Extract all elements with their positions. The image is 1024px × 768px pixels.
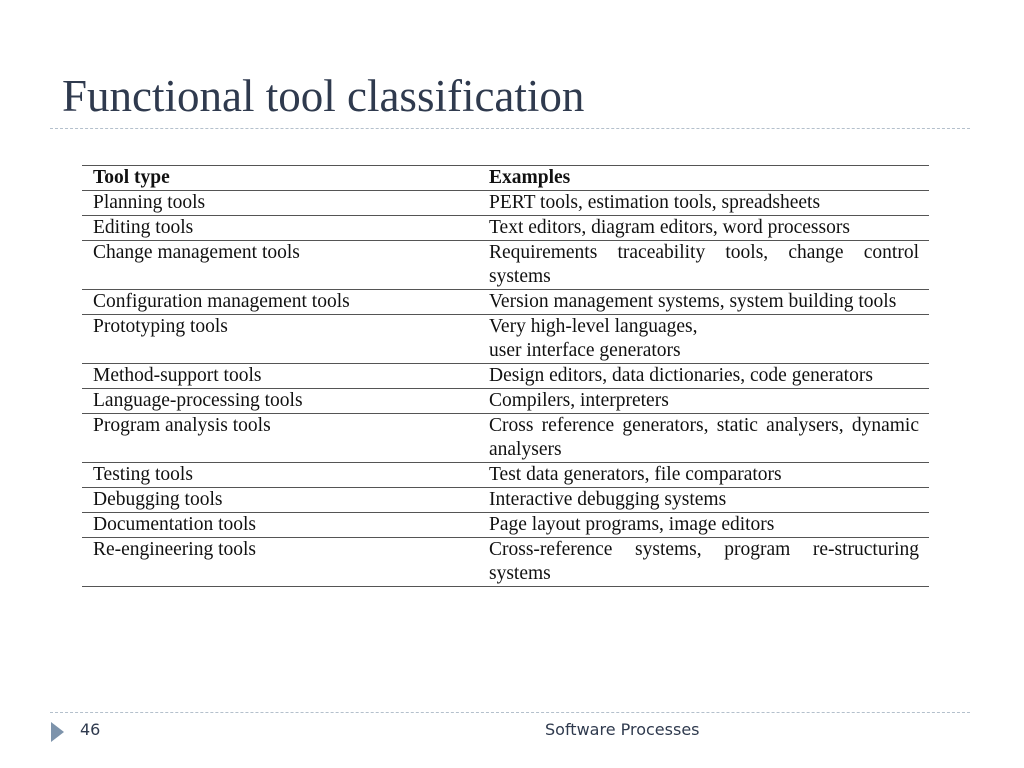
table-row [82,315,929,364]
tool-classification-table [82,165,929,587]
table-row [82,538,929,587]
footer-divider [50,712,970,713]
table-row [82,290,929,315]
column-header-examples: Examples [478,166,929,191]
tool-type-cell: Testing tools [82,463,478,488]
examples-line: Very high-level languages, [489,316,698,337]
table-row [82,191,929,216]
tool-type-cell: Planning tools [82,191,478,216]
examples-cell: Design editors, data dictionaries, code generators [478,364,929,389]
examples-cell [478,315,929,364]
tool-type-cell: Documentation tools [82,513,478,538]
examples-cell: PERT tools, estimation tools, spreadsheets [478,191,929,216]
examples-cell: Compilers, interpreters [478,389,929,414]
triangle-right-icon [51,722,64,742]
examples-cell: Text editors, diagram editors, word processors [478,216,929,241]
tool-type-cell: Program analysis tools [82,414,478,463]
table-row [82,463,929,488]
tool-type-cell: Debugging tools [82,488,478,513]
examples-cell: Requirements traceability tools, change control systems [478,241,929,290]
table-header-row [82,166,929,191]
table-row [82,513,929,538]
tool-type-cell: Method-support tools [82,364,478,389]
table-row [82,216,929,241]
examples-cell: Cross-reference systems, program re-structuring systems [478,538,929,587]
table-row [82,488,929,513]
examples-cell: Page layout programs, image editors [478,513,929,538]
slide-title: Functional tool classification [62,71,585,121]
examples-cell: Cross reference generators, static analysers, dynamic analysers [478,414,929,463]
tool-type-cell: Language-processing tools [82,389,478,414]
title-divider [50,128,970,129]
examples-cell: Test data generators, file comparators [478,463,929,488]
column-header-tool-type: Tool type [82,166,478,191]
tool-type-cell: Editing tools [82,216,478,241]
tool-type-cell: Change management tools [82,241,478,290]
examples-cell: Version management systems, system building tools [478,290,929,315]
table-row [82,364,929,389]
tool-type-cell: Configuration management tools [82,290,478,315]
footer-title: Software Processes [545,720,700,739]
table-row [82,241,929,290]
table-row [82,389,929,414]
tool-type-cell: Prototyping tools [82,315,478,364]
table-row [82,414,929,463]
tool-type-cell: Re-engineering tools [82,538,478,587]
examples-cell: Interactive debugging systems [478,488,929,513]
page-number: 46 [80,720,101,739]
examples-line: user interface generators [489,340,681,361]
